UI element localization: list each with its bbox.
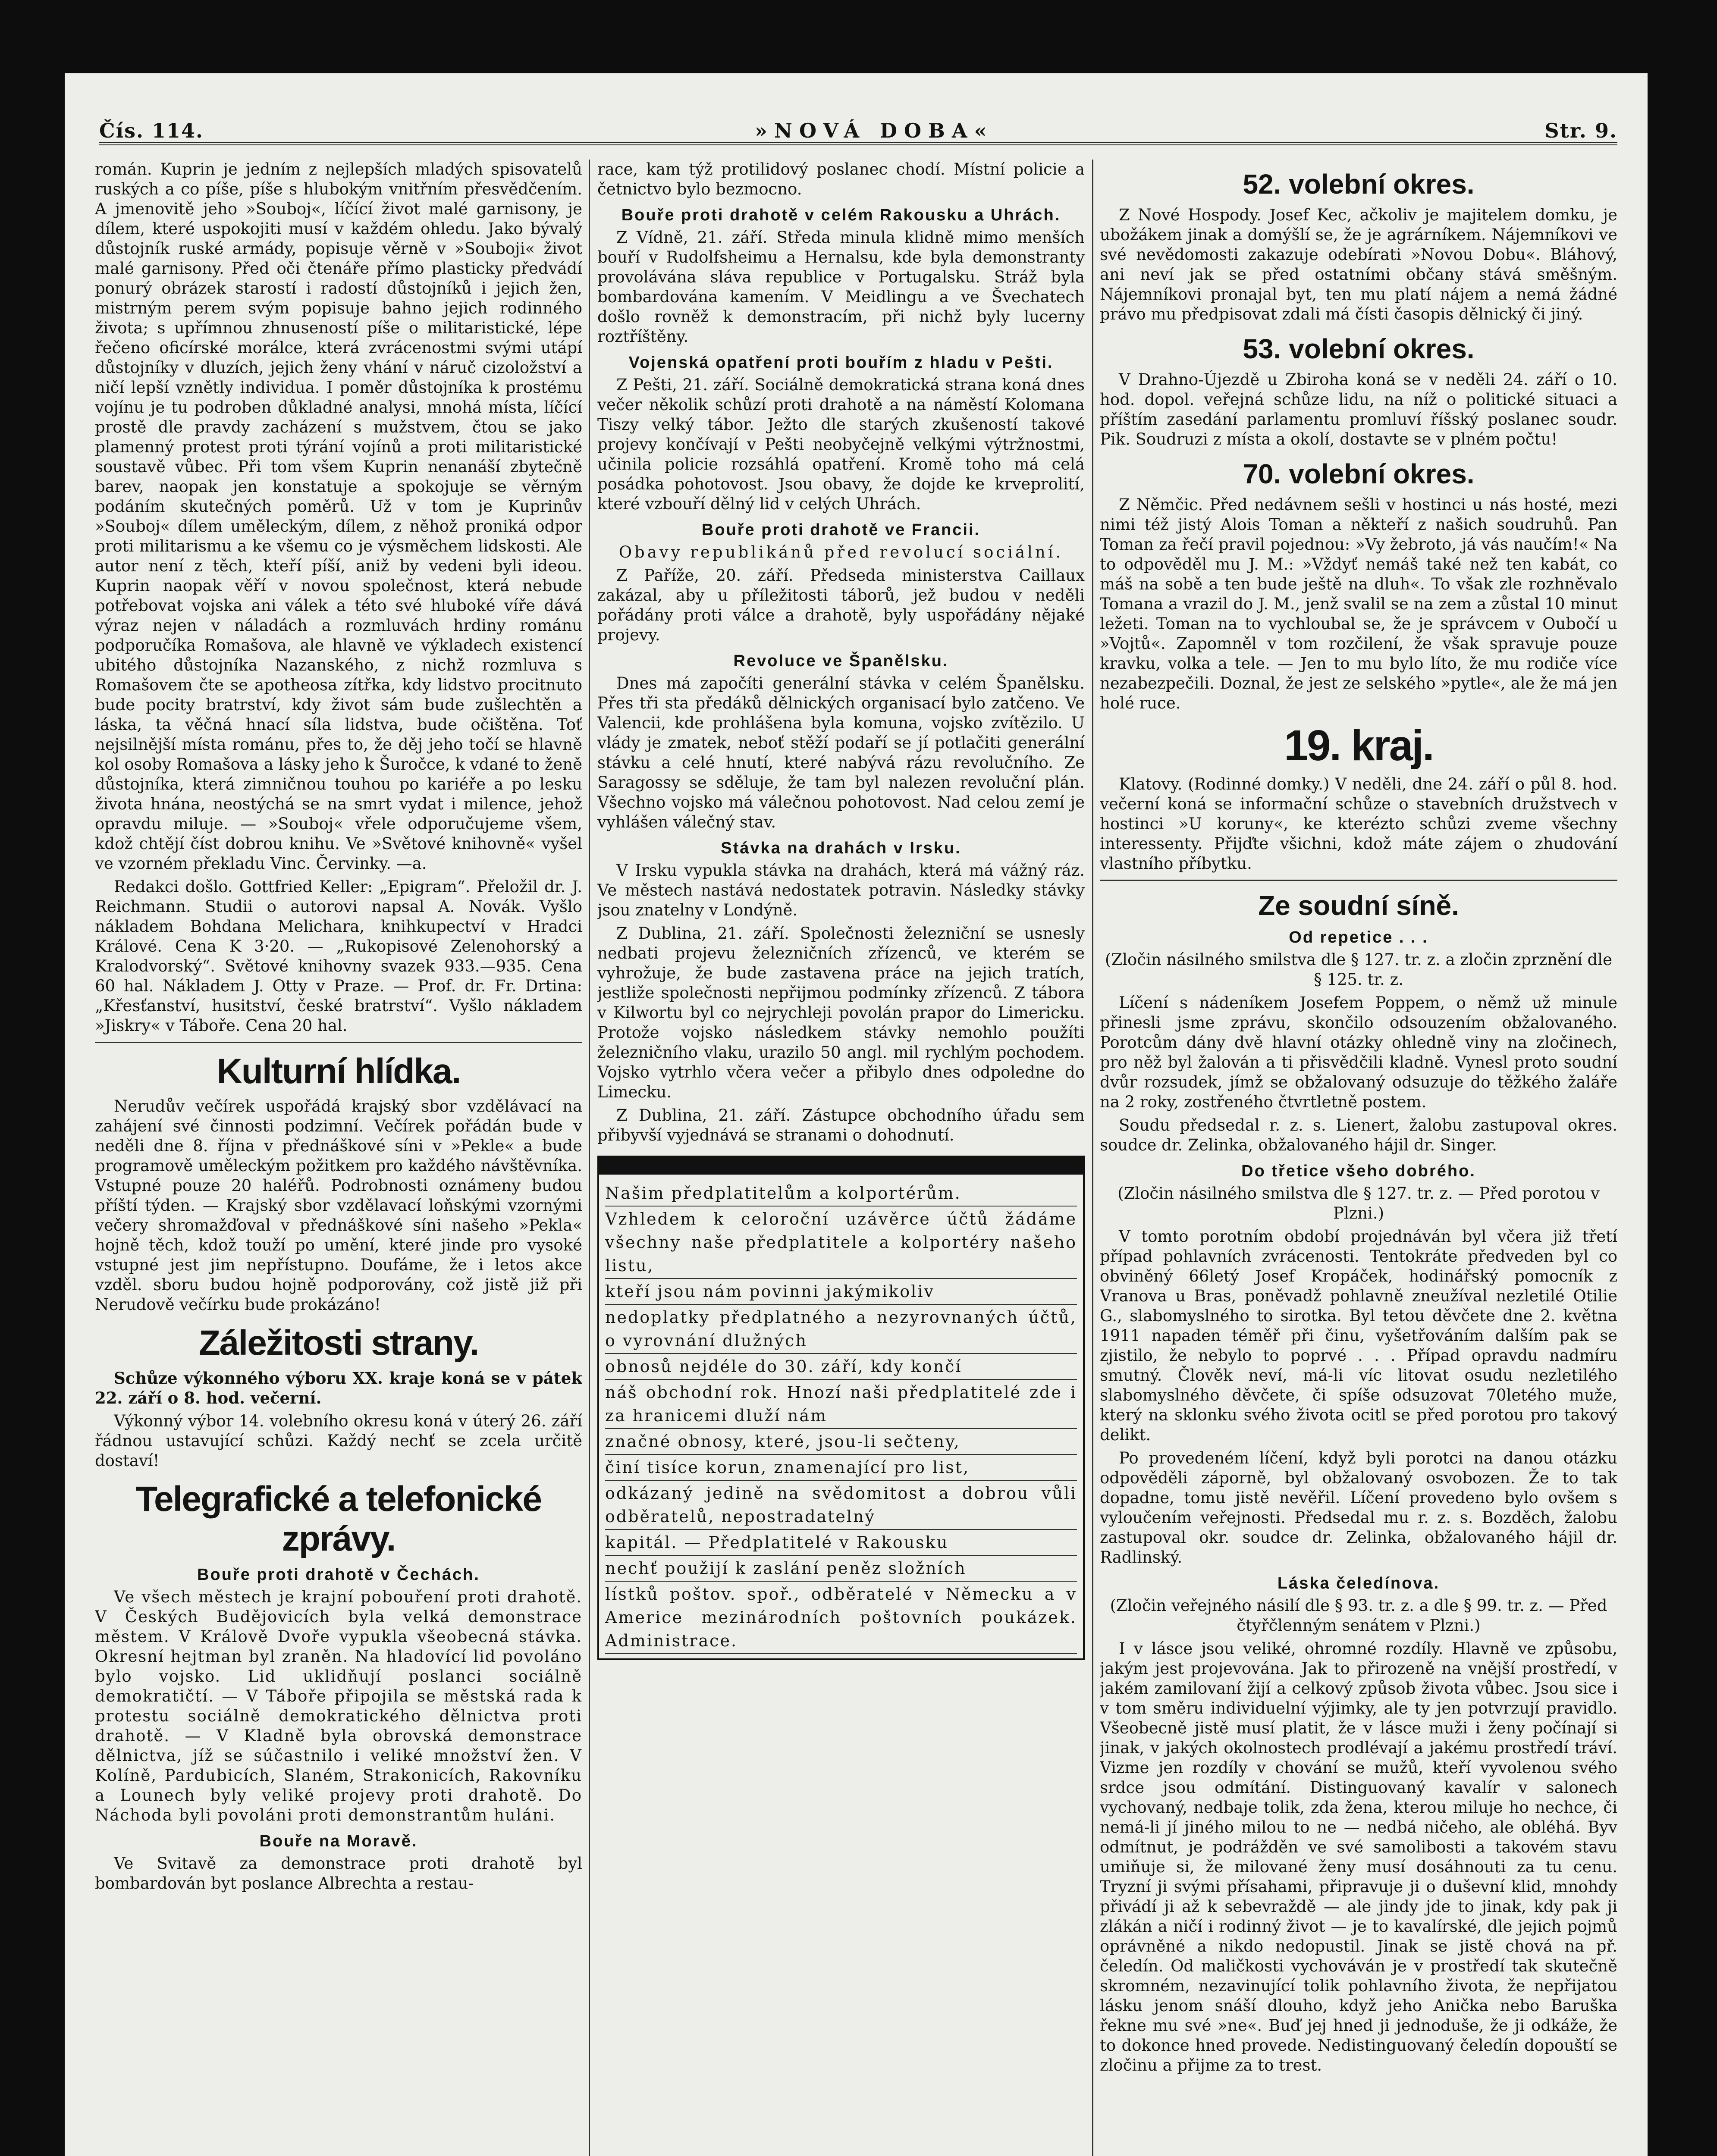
divider	[95, 1042, 582, 1043]
section-title-strany: Záležitosti strany.	[198, 1323, 479, 1363]
issue-number: Čís. 114.	[99, 119, 204, 142]
notice-line: obnosů nejdéle do 30. září, kdy končí	[605, 1354, 1077, 1380]
column-divider	[1092, 160, 1093, 2156]
notice-line: Vzhledem k celoroční uzávěrce účtů žádáme všechny naše předplatitele a kolportéry našeho listu,	[605, 1206, 1077, 1279]
text-70: Z Němčic. Před nedávnem sešli v hostinci u nás hosté, mezi nimi též jistý Alois Toman a někteří z našich soudruhů. Pan Toman za řečí pravil pojednou: »Vy žebroto, já vás naučím!« Na to odpověděl mu J. M.: »Vždyť nemáš také než ten kabát, co máš na sobě a ten bude ještě na dluh«. To však zle rozhněvalo Tomana a vrazil do J. M., jenž svalil se na zem a zůstal 10 minut ležeti. Toman na to vychloubal se, že je správcem v Oubočí u »Vojtů«. Zapomněl v tom rozčilení, že však spravuje pouze kravku, volka a tele. — Jen to mu bylo líto, že mu rodiče více nezabezpečili. Doznal, že jest ze selského »pytle«, ale že má jen holé ruce.	[1100, 495, 1617, 712]
section-title-kulturni: Kulturní hlídka.	[217, 1052, 461, 1091]
notice-line: lístků poštov. spoř., odběratelé v Německu a v Americe mezinárodních poštovních poukázek. Administrace.	[605, 1582, 1077, 1654]
soud-text-4: Po provedeném líčení, když byli porotci na danou otázku odpověděli záporně, byl obžalovaný osvobozen. Že to tak dopadne, tomu jistě nevěřil. Líčení provedeno bylo ovšem s vyloučením veřejnosti. Předsedal mu r. z. s. Bozděch, žalobu zastupoval okr. soudce dr. Zelinka, obžalovaného hájil dr. Radlinský.	[1100, 1449, 1617, 1567]
notice-line: odkázaný jedině na svědomitost a dobrou vůli odběratelů, nepostradatelný	[605, 1481, 1077, 1530]
notice-line: činí tisíce korun, znamenající pro list,	[605, 1455, 1077, 1481]
received-notice: Redakci došlo. Gottfried Keller: „Epigram“. Přeložil dr. J. Reichmann. Studii o autorovi napsal A. Novák. Vyšlo nákladem Bohdana Melichara, knihkupectví v Hradci Králové. Cena K 3·20. — „Rukopisové Zelenohorský a Kralodvorský“. Světové knihovny svazek 933.—935. Cena 60 hal. Nákladem J. Otty v Praze. — Prof. dr. Fr. Drtina: „Křesťanství, husitství, české bratrství“. Vyšlo nákladem »Jiskry« v Táboře. Cena 20 hal.	[95, 877, 582, 1035]
subheading-francie: Bouře proti drahotě ve Francii.	[701, 521, 981, 539]
subheading-cechy: Bouře proti drahotě v Čechách.	[197, 1566, 480, 1584]
subheading-irsko: Stávka na drahách v Irsku.	[721, 839, 961, 857]
notice-line: Našim předplatitelům a kolportérům.	[605, 1181, 1077, 1206]
subheading-laska: Láska čeledínova.	[1277, 1574, 1440, 1592]
telegraf-text-1: Ve všech městech je krajní pobouření proti drahotě. V Českých Budějovicích byla velká demonstrace městem. V Králově Dvoře vypukla všeobecná stávka. Okresní hejtman byl zraněn. Na hladovící lid povoláno bylo vojsko. Lid uklidňují poslanci sociálně demokratičtí. — V Táboře připojila se městská rada k protestu sociálně demokratického dělnictva proti drahotě. — V Kladně byla obrovská demonstrace dělnictva, jíž se súčastnilo i veliké množství žen. V Kolíně, Pardubicích, Slaném, Strakonicích, Rakovníku a Lounech byly veliké projevy proti drahotě. Do Náchoda byli povoláni proti demonstrantům huláni.	[95, 1588, 582, 1824]
text-53: V Drahno-Újezdě u Zbiroha koná se v neděli 24. září o 10. hod. dopol. veřejná schůze lidu, na níž o politické situaci a příštím zasedání parlamentu promluví říšský poslanec soudr. Pik. Soudruzi z místa a okolí, dostavte se v plném počtu!	[1100, 370, 1617, 448]
text-pest: Z Pešti, 21. září. Sociálně demokratická strana koná dnes večer několik schůzí proti drahotě a na náměstí Kolomana Tiszy velký tábor. Ježto dle starých zkušeností takové projevy končívají v Pešti neobyčejně velkými výtržnostmi, učinila policie rozsáhlá opatření. Kromě toho má celá posádka pohotovost. Jsou obavy, že dojde ke krveprolití, které vzbouří dělný lid v celých Uhrách.	[597, 376, 1085, 513]
strany-text-2: Výkonný výbor 14. volebního okresu koná v úterý 26. září řádnou ustavující schůzi. Každý nechť se zcela určitě dostaví!	[95, 1412, 582, 1470]
notice-line: nechť použijí k zaslání peněz složních	[605, 1556, 1077, 1582]
text-19: Klatovy. (Rodinné domky.) V neděli, dne 24. září o půl 8. hod. večerní koná se informační schůze o stavebních družstvech v hostinci »U koruny«, ke kterézto schůzi zveme všechny interessenty. Přijďte všichni, kdož máte zájem o zhudování vlastního příbytku.	[1100, 775, 1617, 873]
page-number: Str. 9.	[1544, 119, 1617, 142]
notice-line: kteří jsou nám povinni jakýmikoliv	[605, 1279, 1077, 1305]
soud-text-2: Soudu předsedal r. z. s. Lienert, žalobu zastupoval okres. soudce dr. Zelinka, obžalovaného hájil dr. Singer.	[1100, 1116, 1617, 1154]
section-title-19: 19. kraj.	[1284, 721, 1433, 770]
section-title-soud: Ze soudní síně.	[1258, 890, 1459, 921]
soud-text-3: V tomto porotním období projednáván byl včera již třetí případ pohlavních zvrácenosti. Tentokráte předveden byl co obviněný 66letý Josef Kropáček, hodinářský pomocník z Vranova u Bras, poněvadž pohlavně zneužíval nezletilé Otilie G., slabomyslného to sirotka. Byl tetou děvčete dne 2. května 1911 napaden téměř při činu, vyšetřováním dalším pak se zjistilo, že nebylo to poprvé . . . Případ opravdu nadmíru smutný. Člověk neví, má-li víc litovat osudu nezletilého slabomyslného děvčete, či spíše odsuzovat 70letého muže, který na sklonku svého života ocitl se před porotou pro takový delikt.	[1100, 1227, 1617, 1444]
text-spanelsko: Dnes má započíti generální stávka v celém Španělsku. Přes tři sta předáků dělnických organisací bylo zatčeno. Ve Valencii, kde prohlášena byla komuna, vojsko zvítězilo. U vlády je zmatek, neboť stěží podaří se jí potlačiti generální stávku a celé hnutí, které nabývá rázu revolučního. Ze Saragossy se sděluje, že tam byl nalezen revoluční plán. Všechno vojsko má válečnou pohotovost. Nad celou zemí je vyhlášen válečný stav.	[597, 674, 1085, 831]
column-2	[597, 160, 1085, 2156]
section-title-telegraf: Telegrafické a telefonické zprávy.	[135, 1479, 542, 1558]
strany-text-1: Schůze výkonného výboru XX. kraje koná se v pátek 22. září o 8. hod. večerní.	[95, 1369, 582, 1407]
page-header	[99, 103, 1617, 145]
text-dublin-1: Z Dublina, 21. září. Společnosti železniční se usnesly nedbati projevu železničních zřízenců, ve kterém se vyhrožuje, že bude zastavena práce na jejich tratích, jestliže společnosti nepřijmou podmínky zřízenců. Z tábora v Kilwortu byl co nejrychleji povolán prapor do Limericku. Protože vojsko následkem stávky nemohlo použíti železničního vlaku, urazilo 50 angl. mil rychlým pochodem. Vojsko vytrhlo včera večer a přibylo dnes odpoledne do Limecku.	[597, 924, 1085, 1101]
continued-text: race, kam týž protilidový poslanec chodí. Místní policie a četnictvo bylo bezmocno.	[597, 160, 1085, 198]
subheading-repetice: Od repetice . . .	[1289, 928, 1428, 946]
box-top-bar	[599, 1157, 1083, 1175]
newspaper-page	[65, 73, 1648, 2156]
repetice-charge: (Zločin násilného smilstva dle § 127. tr. z. a zločin zprznění dle § 125. tr. z.	[1105, 950, 1612, 989]
subscriber-notice-box	[597, 1156, 1085, 1660]
subheading-rakousko: Bouře proti drahotě v celém Rakousku a Uhrách.	[621, 206, 1061, 224]
text-dublin-2: Z Dublina, 21. září. Zástupce obchodního úřadu sem přibyvší vyjednává se stranami o dohodnutí.	[597, 1106, 1085, 1144]
francie-tagline: Obavy republikánů před revolucí sociální.	[618, 543, 1064, 561]
column-1	[95, 160, 582, 2156]
subheading-morava: Bouře na Moravě.	[259, 1832, 418, 1850]
text-irsko: V Irsku vypukla stávka na drahách, která má vážný ráz. Ve městech nastává nedostatek potravin. Následky stávky jsou znatelny v Londýně.	[597, 861, 1085, 919]
notice-line: kapitál. — Předplatitelé v Rakousku	[605, 1530, 1077, 1556]
newspaper-title: »NOVÁ DOBA«	[755, 119, 994, 142]
column-3	[1100, 160, 1617, 2156]
laska-charge: (Zločin veřejného násilí dle § 93. tr. z. a dle § 99. tr. z. — Před čtyřčlenným senátem v Plzni.)	[1110, 1596, 1607, 1635]
section-title-53: 53. volební okres.	[1243, 333, 1475, 364]
subheading-pest: Vojenská opatření proti bouřím z hladu v Pešti.	[628, 354, 1054, 372]
soud-text-1: Líčení s nádeníkem Josefem Poppem, o němž už minule přinesli jsme zprávu, skončilo odsouzením obžalovaného. Porotcům dány dvě hlavní otázky ohledně viny na zločinech, pro něž byl žalován a ti přisvědčili kladně. Vynesl proto soudní dvůr rozsudek, jímž se obžalovaný odsuzuje do těžkého žaláře na 2 roky, zostřeného čtvrtletně postem.	[1100, 993, 1617, 1111]
subheading-tretice: Do třetice všeho dobrého.	[1241, 1162, 1476, 1180]
text-52: Z Nové Hospody. Josef Kec, ačkoliv je majitelem domku, je ubožákem jinak a domýšlí se, že je agrárníkem. Nájemníkovi ve své nevědomosti zakazuje odebírati »Novou Dobu«. Bláhový, ani neví jak se před ostatními občany stává směšným. Nájemníkovi pronajal byt, ten mu platí nájem a nemá žádné právo mu předpisovat zdali má čísti časopis dělnický či jiný.	[1100, 206, 1617, 323]
subheading-spanelsko: Revoluce ve Španělsku.	[733, 652, 949, 670]
notice-line: značné obnosy, které, jsou-li sečteny,	[605, 1429, 1077, 1455]
soud-text-5: I v lásce jsou veliké, ohromné rozdíly. Hlavně ve způsobu, jakým jest projevována. Jak to přirozeně na vnější prostředí, v jakém zamilovaní žijí a celkový způsob života vůbec. Jsou sice i v tom směru individuelní výjimky, ale ty jen potvrzují pravidlo. Všeobecně jistě musí platit, že v lásce muži i ženy počínají si jinak, v jakých okolnostech prodlévají a jakému prostředí tráví. Vizme jen rozdíly v chování se mužů, kteří vyvolenou svého srdce jsou odmítání. Distinguovaný kavalír v salonech vychovaný, nedbaje tolik, zda žena, kterou miluje ho nechce, či nemá-li jí jiného milou to ne — nedbá ničeho, ale obléhá. Byv odmítnut, je podrážděn ve své samolibosti a takovém stavu umiňuje si, že milované ženy musí dosáhnouti za tu cenu. Tryzní ji svými přísahami, připravuje ji o duševní klid, mnohdy přivádí ji až k sebevraždě — ale jindy jde to jinak, kdy pak ji zlákán a ničí i rodinný život — je to kavalírské, dle jejich pojmů oprávněné a nikdo nedopustil. Jinak se jistě chová na př. čeledín. Od maličkosti vychováván je v prostředí tak skutečně skromném, nezavinující tolik pohlavního života, že nepřijatou lásku jenom snáší dlouho, když jeho Anička nebo Baruška řekne mu své »ne«. Buď jej hned ji jednoduše, že ji odkáže, že to dokonce hned provede. Nedistinguovaný čeledín dopouští se zločinu a přijme za to trest.	[1100, 1639, 1617, 2075]
kulturni-text: Nerudův večírek uspořádá krajský sbor vzdělávací na zahájení své činnosti podzimní. Večírek pořádán bude v neděli dne 8. října v přednáškové síni v »Pekle« a bude programově uměleckým požitkem pro každého návštěvníka. Vstupné pouze 20 haléřů. Podrobnosti oznámeny budou příští týden. — Krajský sbor vzdělavací loňskými vzornými večery shromažďoval v přednáškové síni našeho »Pekla« hojně těch, kdož touží po umění, které jinde pro vysoké vstupné jest jim nepřístupno. Doufáme, že i letos akce vzděl. sboru budou hojně podporovány, což jistě již při Nerudově večírku bude prokázáno!	[95, 1097, 582, 1314]
divider	[1100, 880, 1617, 881]
notice-line: nedoplatky předplatného a nezyrovnaných účtů, o vyrovnání dlužných	[605, 1305, 1077, 1354]
section-title-70: 70. volební okres.	[1243, 458, 1475, 489]
column-divider	[589, 160, 590, 2156]
text-viden: Z Vídně, 21. září. Středa minula klidně mimo menších bouří v Rudolfsheimu a Hernalsu, kde byla demonstranty provolávána sláva republice v Portugalsku. Stráž byla bombardována kamením. V Meidlingu a ve Švechatech došlo rovněž k demonstracím, při nichž byly lucerny roztříštěny.	[597, 228, 1085, 346]
telegraf-text-2: Ve Svitavě za demonstrace proti drahotě byl bombardován byt poslance Albrechta a restau-	[95, 1854, 582, 1893]
text-pariz: Z Paříže, 20. září. Předseda ministerstva Caillaux zakázal, aby u příležitosti táborů, jež budou v neděli pořádány proti válce a drahotě, byly uspořádány nějaké projevy.	[597, 566, 1085, 644]
notice-line: náš obchodní rok. Hnozí naši předplatitelé zde i za hranicemi dluží nám	[605, 1380, 1077, 1429]
tretice-charge: (Zločin násilného smilstva dle § 127. tr. z. — Před porotou v Plzni.)	[1117, 1184, 1600, 1222]
section-title-52: 52. volební okres.	[1243, 169, 1475, 200]
book-review: román. Kuprin je jedním z nejlepších mladých spisovatelů ruských a co píše, píše s hlubokým vnitřním přesvědčením. A jmenovitě jeho »Souboj«, líčící život malé garnisony, je dílem, které uspokojiti musí v každém ohledu. Jako bývalý důstojník ruské armády, popisuje věrně v »Souboji« život malé garnisony. Před oči čtenáře přímo plasticky předvádí ponurý obrázek starostí i radostí důstojníků i jejich žen, mistrným perem svým popisuje bahno jejich rodinného života; s upřímnou zhnuseností píše o militaristické, lépe řečeno oficírské morálce, která zvrácenostmi svými utápí důstojníky v dluzích, jejich ženy vhání v náruč cizoložství a ničí lepší vznětly individua. I poměr důstojníka k prostému vojínu je tu podroben důkladné analysi, mnohá místa, líčící prostě dle pravdy zacházení s mužstvem, čtou se jako plamenný protest proti týrání vojínů a proti militaristické soustavě vůbec. Při tom všem Kuprin nenanáší zbytečně barev, naopak jen konstatuje a spokojuje se věrným podáním skutečných poměrů. Už v tom je Kuprinův »Souboj« dílem uměleckým, dílem, z něhož proniká odpor proti militarismu a ke všemu co je výsměchem lidskosti. Ale autor není z těch, kteří píší, aniž by vedeni byli ideou. Kuprin naopak věří v novou společnost, která nebude potřebovat vojska ani válek a této své hluboké víře dává výraz nejen v náladách a rozmluvách hrdiny románu podporučíka Romašova, ale hlavně ve výkladech existencí ubitého důstojníka Nazanského, z nichž rozmluva s Romašovem čte se apotheosa zítřka, kdy lidstvo procitnuto bude pocity bratrství, kdy život sám bude zušlechtěn a láska, ta věčná hnací síla lidstva, bude očištěna. Toť nejsilnější místa románu, přes to, že děj jeho točí se hlavně kol osoby Romašova a lásky jeho k Šuročce, k vdané to ženě důstojníka, která zimničnou touhou po kariéře a po lesku života hnána, neostýchá se na smrt vydat i milence, jehož opravdu miluje. — »Souboj« vřele odporučujeme všem, kdož chtějí číst dobrou knihu. Ve »Světové knihovně« vyšel ve vzorném překladu Vinc. Červinky. —a.	[95, 160, 582, 873]
